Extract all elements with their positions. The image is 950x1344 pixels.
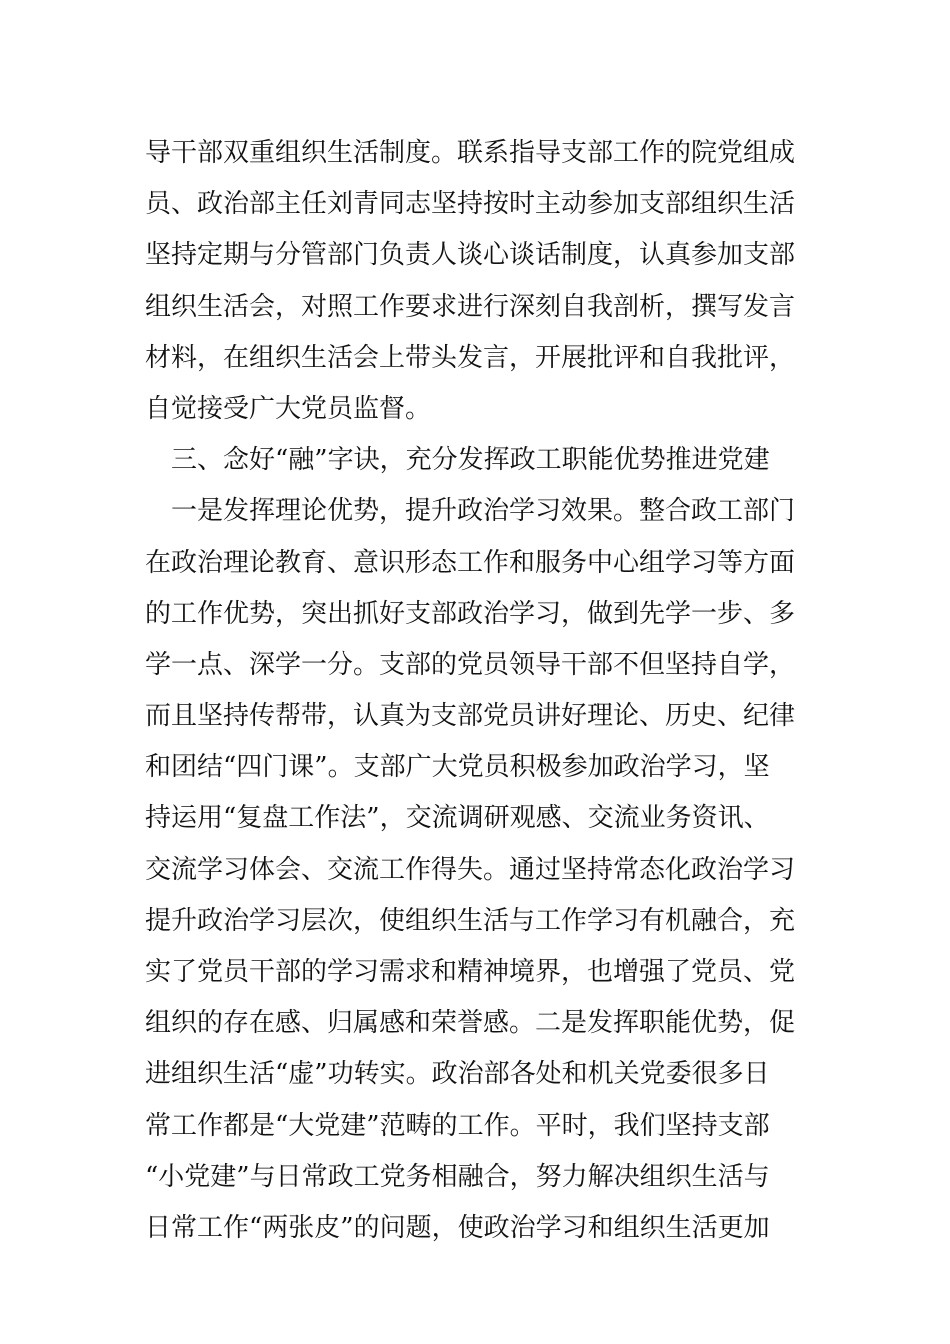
text-line: 常工作都是“大党建”范畴的工作。平时，我们坚持支部 xyxy=(145,1110,770,1141)
text-line: 持运用“复盘工作法”，交流调研观感、交流业务资讯、 xyxy=(145,803,770,834)
section-heading: 三、念好“融”字诀，充分发挥政工职能优势推进党建 xyxy=(145,445,770,476)
text-line: 组织的存在感、归属感和荣誉感。二是发挥职能优势，促 xyxy=(145,1008,796,1039)
body-text xyxy=(145,128,815,1254)
text-line: 自觉接受广大党员监督。 xyxy=(145,393,432,424)
text-line: 实了党员干部的学习需求和精神境界，也增强了党员、党 xyxy=(145,957,796,987)
text-line: 和团结“四门课”。支部广大党员积极参加政治学习，坚 xyxy=(145,752,770,783)
text-line: 提升政治学习层次，使组织生活与工作学习有机融合，充 xyxy=(145,905,796,936)
text-line: 组织生活会，对照工作要求进行深刻自我剖析，撰写发言 xyxy=(145,291,796,322)
text-line: 坚持定期与分管部门负责人谈心谈话制度，认真参加支部 xyxy=(145,240,796,271)
text-line: 导干部双重组织生活制度。联系指导支部工作的院党组成 xyxy=(145,138,796,168)
text-line: 交流学习体会、交流工作得失。通过坚持常态化政治学习 xyxy=(145,854,796,885)
text-line: 的工作优势，突出抓好支部政治学习，做到先学一步、多 xyxy=(145,598,796,629)
text-line: 一是发挥理论优势，提升政治学习效果。整合政工部门 xyxy=(145,496,796,527)
text-line: 进组织生活“虚”功转实。政治部各处和机关党委很多日 xyxy=(145,1059,770,1090)
text-line: 员、政治部主任刘青同志坚持按时主动参加支部组织生活 xyxy=(145,189,796,220)
text-line: 材料，在组织生活会上带头发言，开展批评和自我批评， xyxy=(145,342,796,373)
text-line: 学一点、深学一分。支部的党员领导干部不但坚持自学， xyxy=(145,649,796,680)
text-line: 日常工作“两张皮”的问题，使政治学习和组织生活更加 xyxy=(145,1212,770,1243)
text-line: 而且坚持传帮带，认真为支部党员讲好理论、历史、纪律 xyxy=(145,701,796,732)
text-line: “小党建”与日常政工党务相融合，努力解决组织生活与 xyxy=(145,1161,770,1192)
text-line: 在政治理论教育、意识形态工作和服务中心组学习等方面 xyxy=(145,547,796,578)
